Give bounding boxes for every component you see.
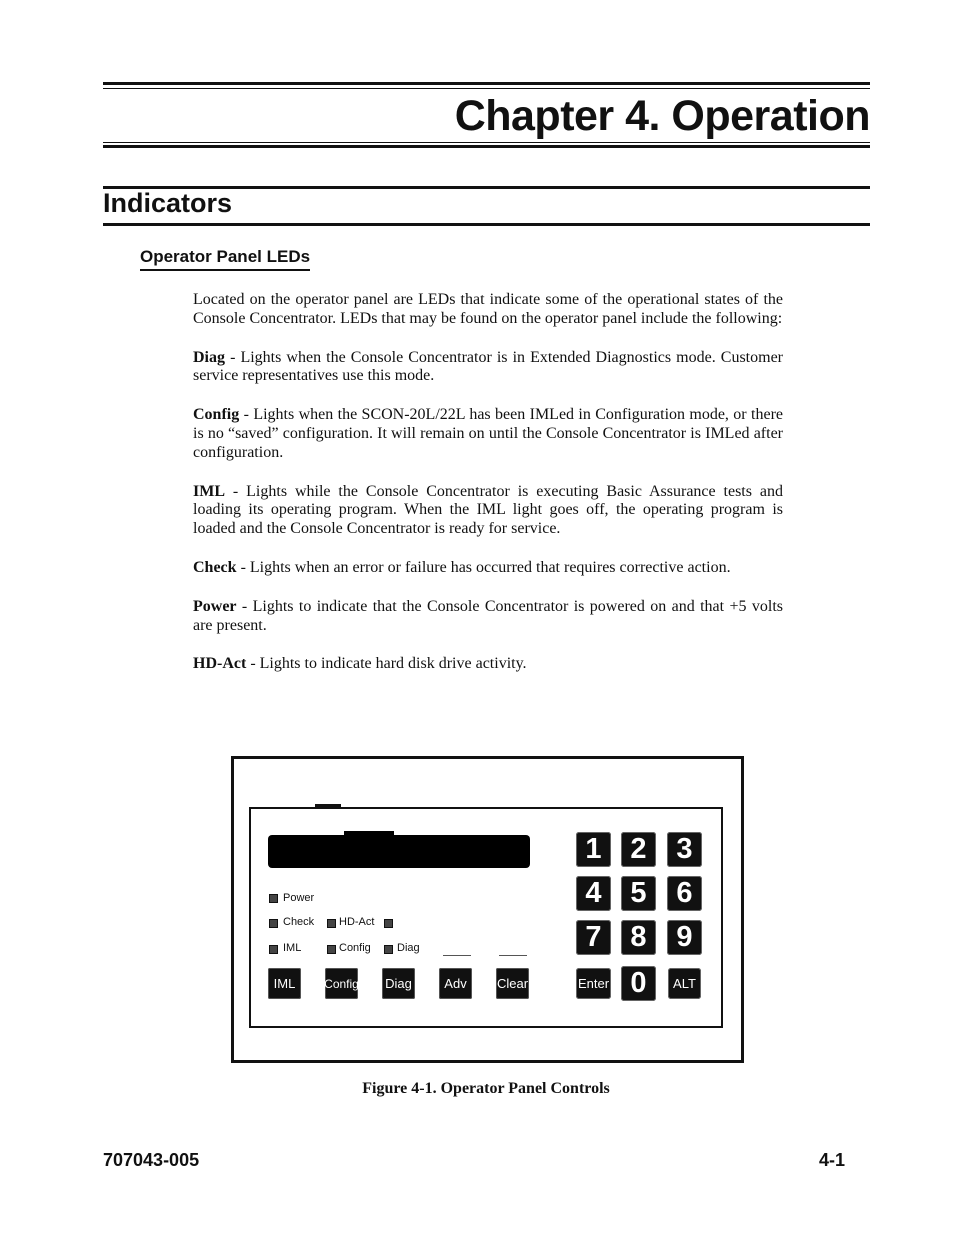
power-led [269, 894, 278, 903]
led-text: - Lights when the Console Concentrator is in Extended Diagnostics mode. Customer service representatives use this mode. [193, 348, 783, 385]
keypad-key-0: 0 [621, 966, 656, 1001]
led-text: - Lights when an error or failure has occurred that requires corrective action. [236, 558, 731, 576]
config-led [327, 945, 336, 954]
power-led-label: Power [283, 892, 315, 904]
iml-led [269, 945, 278, 954]
config-button: Config [325, 968, 358, 999]
led-description-config [193, 406, 783, 462]
section-title: Indicators [103, 188, 233, 218]
chapter-title: Chapter 4. Operation [454, 92, 870, 140]
check-led-label: Check [283, 916, 315, 928]
hdact-led [384, 919, 393, 928]
unlabeled-slot-2 [499, 955, 527, 956]
lcd-display [268, 835, 530, 868]
unlabeled-slot-1 [443, 955, 471, 956]
adv-button: Adv [439, 968, 472, 999]
led-description-power [193, 598, 783, 636]
hdact-led-left [327, 919, 336, 928]
chapter-bottom-rule-thick [103, 145, 870, 148]
led-text: - Lights to indicate that the Console Concentrator is powered on and that +5 volts are present. [193, 597, 783, 634]
keypad-key-8: 8 [621, 920, 656, 955]
keypad-key-2: 2 [621, 832, 656, 867]
document-number: 707043-005 [103, 1150, 200, 1170]
alt-key: ALT [668, 968, 701, 999]
keypad-key-3: 3 [667, 832, 702, 867]
led-text: - Lights when the SCON-20L/22L has been IMLed in Configuration mode, or there is no “saved” configuration. It will remain on until the Console Concentrator is IMLed after configuration. [193, 406, 783, 461]
keypad-key-4: 4 [576, 876, 611, 911]
page-number: 4-1 [818, 1150, 845, 1170]
iml-led-label: IML [283, 942, 302, 954]
section-bottom-rule [103, 223, 870, 226]
diag-led-label: Diag [397, 942, 420, 954]
keypad-key-5: 5 [621, 876, 656, 911]
led-term: HD-Act [193, 655, 247, 673]
figure-caption: Figure 4-1. Operator Panel Controls [362, 1080, 610, 1097]
led-text: - Lights while the Console Concentrator is executing Basic Assurance tests and loading its operating program. When the IML light goes off, the operating program is loaded and the Console Concentrator is ready for service. [193, 482, 783, 538]
chapter-top-rule-thin [103, 88, 870, 89]
check-led [269, 919, 278, 928]
led-description-check [193, 559, 783, 578]
led-description-iml [193, 483, 783, 539]
chapter-top-rule-thick [103, 82, 870, 85]
body-text [193, 291, 783, 694]
diag-button: Diag [382, 968, 415, 999]
hdact-led-label: HD-Act [339, 916, 375, 928]
keypad-key-6: 6 [667, 876, 702, 911]
led-term: IML [193, 482, 225, 500]
led-term: Check [193, 558, 237, 576]
led-text: - Lights to indicate hard disk drive activity. [246, 655, 527, 673]
led-term: Diag [193, 348, 225, 366]
chapter-bottom-rule-thin [103, 142, 870, 143]
diag-led [384, 945, 393, 954]
keypad-key-7: 7 [576, 920, 611, 955]
keypad-key-1: 1 [576, 832, 611, 867]
intro-paragraph: Located on the operator panel are LEDs that indicate some of the operational states of the Console Concentrator. LEDs that may be found on the operator panel include the following: [193, 291, 783, 327]
enter-key: Enter [576, 968, 611, 999]
clear-button: Clear [496, 968, 529, 999]
iml-button: IML [268, 968, 301, 999]
led-description-diag [193, 349, 783, 387]
config-led-label: Config [339, 942, 371, 954]
led-term: Power [193, 597, 237, 615]
subsection-title: Operator Panel LEDs [140, 247, 310, 271]
keypad-key-9: 9 [667, 920, 702, 955]
led-term: Config [193, 406, 240, 424]
led-description-hdact [193, 655, 783, 674]
